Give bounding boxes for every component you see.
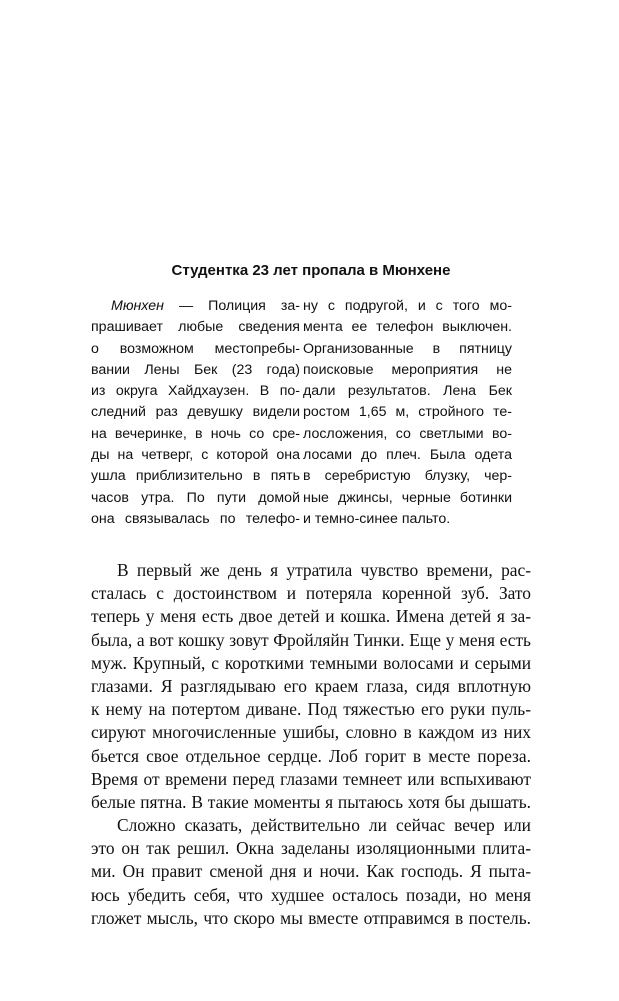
news-line: на вечеринке, в ночь со сре- bbox=[91, 425, 300, 442]
news-line: поисковые мероприятия не bbox=[303, 361, 512, 378]
news-dateline: Мюнхен bbox=[111, 298, 164, 314]
news-line: часов утра. По пути домой bbox=[91, 489, 300, 506]
news-headline: Студентка 23 лет пропала в Мюнхене bbox=[171, 262, 451, 279]
text-line: муж. Крупный, с короткими темными волосами и серыми bbox=[91, 652, 531, 673]
text-line: В первый же день я утратила чувство времени, рас- bbox=[117, 560, 531, 580]
news-line: ные джинсы, черные ботинки bbox=[303, 489, 512, 506]
news-line: прашивает любые сведения bbox=[91, 319, 300, 336]
news-line: лосложения, со светлыми во- bbox=[303, 425, 512, 442]
text-line: Время от времени перед глазами темнеет или вспыхивают bbox=[91, 768, 531, 789]
text-line: к нему на потертом диване. Под тяжестью его руки пуль- bbox=[91, 699, 531, 720]
news-line: ну с подругой, и с того мо- bbox=[303, 298, 512, 314]
paragraph bbox=[91, 559, 531, 814]
text-line: Сложно сказать, действительно ли сейчас вечер или bbox=[117, 815, 531, 836]
news-line: вании Лены Бек (23 года) bbox=[91, 361, 300, 378]
text-line: гложет мысль, что скоро мы вместе отправимся в постель. bbox=[91, 907, 531, 928]
news-line: следний раз девушку видели bbox=[91, 404, 300, 421]
news-line: дали результатов. Лена Бек bbox=[303, 383, 512, 400]
text-line: это он так решил. Окна заделаны изоляционными плита- bbox=[91, 838, 531, 859]
news-line: лосами до плеч. Была одета bbox=[303, 447, 512, 464]
text-line: ми. Он правит сменой дня и ночи. Как господь. Я пыта- bbox=[91, 861, 531, 882]
news-line: мента ее телефон выключен. bbox=[303, 319, 512, 336]
news-line: она связывалась по телефо- bbox=[91, 510, 300, 527]
text-line: юсь убедить себя, что худшее осталось позади, но меня bbox=[91, 884, 531, 905]
news-line: Организованные в пятницу bbox=[303, 340, 512, 357]
text-line: белые пятна. В такие моменты я пытаюсь хотя бы дышать. bbox=[91, 791, 531, 812]
news-line: Мюнхен — Полиция за- bbox=[111, 298, 300, 314]
text-line: бьется свое отдельное сердце. Лоб горит в месте пореза. bbox=[91, 745, 531, 766]
news-line: ростом 1,65 м, стройного те- bbox=[303, 404, 512, 421]
news-line: и темно-синее пальто. bbox=[303, 510, 451, 527]
news-column-left bbox=[91, 296, 300, 530]
news-line: ды на четверг, с которой она bbox=[91, 447, 300, 464]
news-line: о возможном местопребы- bbox=[91, 340, 300, 357]
paragraph bbox=[91, 814, 531, 930]
news-line: в серебристую блузку, чер- bbox=[303, 468, 512, 485]
text-line: сируют многочисленные ушибы, словно в каждом из них bbox=[91, 722, 531, 743]
news-line: ушла приблизительно в пять bbox=[91, 468, 300, 485]
news-column-right bbox=[303, 296, 512, 530]
text-line: была, а вот кошку зовут Фройляйн Тинки. Еще у меня есть bbox=[91, 629, 531, 650]
text-line: теперь у меня есть двое детей и кошка. Имена детей я за- bbox=[91, 606, 531, 627]
text-line: сталась с достоинством и потеряла коренной зуб. Зато bbox=[91, 583, 531, 604]
text-line: глазами. Я разглядываю его краем глаза, сидя вплотную bbox=[91, 675, 531, 696]
narrative-text bbox=[91, 559, 531, 930]
news-line: из округа Хайдхаузен. В по- bbox=[91, 383, 300, 400]
